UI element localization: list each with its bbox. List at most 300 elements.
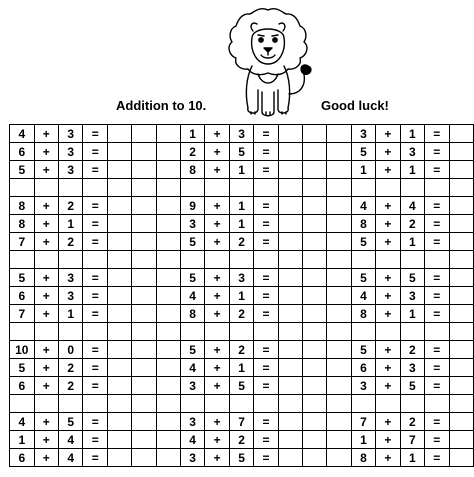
grid-cell	[303, 179, 327, 197]
grid-cell: +	[376, 161, 400, 179]
grid-cell: 8	[180, 161, 204, 179]
grid-cell	[351, 395, 375, 413]
grid-cell	[156, 305, 180, 323]
grid-cell: 3	[59, 161, 83, 179]
grid-cell	[34, 179, 58, 197]
grid-cell: =	[425, 215, 449, 233]
grid-cell: 3	[180, 449, 204, 467]
grid-cell: 5	[180, 233, 204, 251]
grid-cell: 3	[180, 377, 204, 395]
grid-cell: 5	[351, 341, 375, 359]
grid-cell	[132, 341, 156, 359]
grid-cell	[303, 305, 327, 323]
answer-cell[interactable]	[107, 161, 131, 179]
grid-cell: 5	[10, 269, 35, 287]
grid-cell	[156, 449, 180, 467]
grid-cell	[327, 395, 351, 413]
grid-cell: 5	[400, 377, 424, 395]
grid-cell: 5	[351, 233, 375, 251]
grid-row	[10, 197, 474, 215]
grid-cell: +	[205, 125, 229, 143]
grid-cell	[59, 323, 83, 341]
grid-cell: =	[425, 413, 449, 431]
grid-cell	[254, 395, 278, 413]
grid-row	[10, 161, 474, 179]
grid-cell	[351, 251, 375, 269]
answer-cell[interactable]	[449, 143, 473, 161]
grid-cell	[254, 179, 278, 197]
grid-cell: 2	[229, 233, 253, 251]
grid-cell: 1	[229, 359, 253, 377]
grid-cell: 8	[351, 305, 375, 323]
grid-cell: 1	[10, 431, 35, 449]
grid-cell: 3	[229, 269, 253, 287]
answer-cell[interactable]	[278, 233, 302, 251]
grid-cell: 2	[400, 341, 424, 359]
grid-cell	[132, 143, 156, 161]
grid-cell	[303, 413, 327, 431]
grid-cell: =	[254, 413, 278, 431]
grid-cell: +	[34, 161, 58, 179]
grid-cell: =	[83, 377, 107, 395]
answer-cell[interactable]	[107, 197, 131, 215]
grid-cell: 2	[180, 143, 204, 161]
answer-cell[interactable]	[107, 287, 131, 305]
grid-cell: =	[254, 125, 278, 143]
answer-cell[interactable]	[449, 233, 473, 251]
grid-cell	[132, 395, 156, 413]
grid-cell: +	[376, 215, 400, 233]
answer-cell[interactable]	[107, 359, 131, 377]
grid-cell: 5	[10, 161, 35, 179]
grid-cell	[156, 179, 180, 197]
grid-cell	[303, 215, 327, 233]
grid-cell	[229, 179, 253, 197]
grid-cell: +	[376, 449, 400, 467]
answer-cell[interactable]	[278, 125, 302, 143]
grid-cell: =	[83, 143, 107, 161]
grid-cell: +	[34, 197, 58, 215]
grid-cell	[132, 233, 156, 251]
answer-cell[interactable]	[278, 305, 302, 323]
grid-cell: +	[34, 143, 58, 161]
grid-cell: 2	[59, 197, 83, 215]
grid-cell	[327, 359, 351, 377]
grid-cell: 1	[351, 431, 375, 449]
grid-cell	[425, 251, 449, 269]
grid-cell	[303, 143, 327, 161]
grid-row	[10, 305, 474, 323]
answer-cell[interactable]	[278, 413, 302, 431]
grid-cell: 7	[351, 413, 375, 431]
grid-cell	[156, 269, 180, 287]
good-luck-text: Good luck!	[321, 98, 389, 113]
answer-cell[interactable]	[107, 143, 131, 161]
grid-cell: +	[205, 449, 229, 467]
grid-cell: =	[254, 143, 278, 161]
answer-cell[interactable]	[449, 413, 473, 431]
grid-cell: +	[205, 143, 229, 161]
grid-cell: +	[205, 377, 229, 395]
grid-cell: 1	[59, 215, 83, 233]
grid-cell	[303, 251, 327, 269]
grid-cell	[303, 341, 327, 359]
grid-cell: 2	[229, 305, 253, 323]
grid-cell	[83, 395, 107, 413]
grid-cell: 8	[180, 305, 204, 323]
grid-cell: 0	[59, 341, 83, 359]
grid-cell: 5	[229, 143, 253, 161]
grid-cell	[400, 251, 424, 269]
grid-cell	[303, 449, 327, 467]
grid-cell	[34, 251, 58, 269]
grid-cell: =	[83, 413, 107, 431]
grid-cell	[156, 395, 180, 413]
grid-cell	[132, 413, 156, 431]
grid-cell: 2	[59, 377, 83, 395]
grid-cell: =	[425, 377, 449, 395]
grid-cell: =	[254, 449, 278, 467]
grid-cell: +	[205, 305, 229, 323]
grid-cell: 3	[180, 413, 204, 431]
grid-cell: 8	[351, 215, 375, 233]
grid-cell	[59, 179, 83, 197]
grid-cell: 1	[180, 125, 204, 143]
grid-cell: =	[425, 161, 449, 179]
grid-cell	[351, 323, 375, 341]
grid-cell: 4	[10, 125, 35, 143]
grid-cell	[10, 395, 35, 413]
grid-cell: +	[376, 377, 400, 395]
grid-cell: 3	[400, 359, 424, 377]
answer-cell[interactable]	[107, 413, 131, 431]
grid-cell	[205, 323, 229, 341]
grid-cell	[327, 125, 351, 143]
grid-cell	[303, 233, 327, 251]
grid-cell	[205, 395, 229, 413]
grid-cell: +	[376, 143, 400, 161]
answer-cell[interactable]	[449, 305, 473, 323]
grid-cell: 4	[180, 359, 204, 377]
answer-cell[interactable]	[449, 341, 473, 359]
answer-cell[interactable]	[107, 305, 131, 323]
answer-cell[interactable]	[107, 431, 131, 449]
grid-cell	[376, 179, 400, 197]
grid-cell: +	[34, 449, 58, 467]
grid-cell	[132, 269, 156, 287]
grid-cell: +	[376, 233, 400, 251]
grid-cell: =	[83, 305, 107, 323]
grid-cell: =	[254, 431, 278, 449]
grid-cell: 3	[351, 125, 375, 143]
grid-cell	[10, 323, 35, 341]
grid-cell: 8	[10, 197, 35, 215]
grid-cell: =	[425, 269, 449, 287]
grid-row	[10, 341, 474, 359]
grid-cell: 3	[59, 269, 83, 287]
grid-cell: 1	[400, 161, 424, 179]
grid-row	[10, 143, 474, 161]
grid-cell: 2	[229, 341, 253, 359]
grid-cell: 1	[400, 449, 424, 467]
grid-cell	[10, 251, 35, 269]
grid-cell: +	[376, 341, 400, 359]
grid-cell: 1	[229, 215, 253, 233]
grid-row	[10, 395, 474, 413]
answer-cell[interactable]	[107, 215, 131, 233]
grid-cell: 1	[229, 161, 253, 179]
grid-cell: =	[425, 449, 449, 467]
grid-cell: 5	[229, 449, 253, 467]
grid-cell: +	[34, 431, 58, 449]
grid-cell: +	[205, 287, 229, 305]
answer-cell[interactable]	[449, 377, 473, 395]
grid-cell: +	[376, 431, 400, 449]
grid-cell	[327, 161, 351, 179]
answer-cell[interactable]	[107, 341, 131, 359]
grid-cell: 3	[351, 377, 375, 395]
grid-cell: =	[254, 269, 278, 287]
answer-cell[interactable]	[449, 161, 473, 179]
grid-cell	[156, 359, 180, 377]
grid-cell: 2	[59, 233, 83, 251]
grid-cell: =	[83, 215, 107, 233]
grid-cell: =	[254, 287, 278, 305]
grid-cell: =	[83, 449, 107, 467]
grid-cell: +	[34, 215, 58, 233]
grid-cell	[132, 359, 156, 377]
answer-cell[interactable]	[278, 431, 302, 449]
grid-cell: 1	[400, 305, 424, 323]
grid-cell: =	[254, 161, 278, 179]
grid-cell: 1	[229, 287, 253, 305]
answer-cell[interactable]	[449, 125, 473, 143]
grid-cell: =	[254, 359, 278, 377]
grid-cell: =	[83, 287, 107, 305]
answer-cell[interactable]	[449, 359, 473, 377]
grid-cell: +	[205, 269, 229, 287]
grid-row	[10, 179, 474, 197]
grid-row	[10, 323, 474, 341]
grid-cell	[278, 251, 302, 269]
grid-cell: 3	[59, 125, 83, 143]
grid-cell: +	[205, 413, 229, 431]
grid-cell: +	[376, 125, 400, 143]
grid-cell: 4	[10, 413, 35, 431]
grid-cell	[449, 323, 473, 341]
answer-cell[interactable]	[107, 233, 131, 251]
grid-cell	[303, 395, 327, 413]
grid-row	[10, 431, 474, 449]
grid-cell	[132, 377, 156, 395]
grid-cell	[156, 341, 180, 359]
grid-cell: 7	[400, 431, 424, 449]
grid-cell	[327, 143, 351, 161]
grid-cell: +	[34, 341, 58, 359]
grid-cell	[425, 323, 449, 341]
grid-cell	[449, 179, 473, 197]
grid-cell	[132, 431, 156, 449]
answer-cell[interactable]	[278, 143, 302, 161]
grid-cell	[327, 323, 351, 341]
grid-cell: 4	[59, 431, 83, 449]
grid-cell: =	[254, 215, 278, 233]
grid-cell: 1	[351, 161, 375, 179]
answer-cell[interactable]	[449, 449, 473, 467]
grid-row	[10, 125, 474, 143]
grid-cell: 5	[180, 341, 204, 359]
grid-cell: =	[83, 359, 107, 377]
grid-cell	[254, 323, 278, 341]
answer-cell[interactable]	[278, 215, 302, 233]
grid-cell: =	[254, 377, 278, 395]
grid-cell: 5	[351, 269, 375, 287]
grid-cell	[303, 431, 327, 449]
grid-cell	[449, 251, 473, 269]
grid-cell	[180, 251, 204, 269]
grid-cell	[327, 233, 351, 251]
grid-cell: +	[34, 269, 58, 287]
grid-cell: =	[425, 143, 449, 161]
answer-cell[interactable]	[107, 377, 131, 395]
grid-row	[10, 449, 474, 467]
grid-cell: 4	[400, 197, 424, 215]
answer-cell[interactable]	[278, 197, 302, 215]
answer-cell[interactable]	[278, 287, 302, 305]
grid-cell	[132, 449, 156, 467]
grid-cell	[303, 377, 327, 395]
grid-cell	[156, 323, 180, 341]
answer-cell[interactable]	[278, 359, 302, 377]
answer-cell[interactable]	[278, 377, 302, 395]
grid-cell: 6	[351, 359, 375, 377]
grid-cell	[132, 179, 156, 197]
grid-cell: +	[376, 197, 400, 215]
grid-cell: 4	[180, 287, 204, 305]
grid-cell: 4	[351, 287, 375, 305]
grid-row	[10, 377, 474, 395]
grid-cell	[351, 179, 375, 197]
grid-cell	[156, 413, 180, 431]
grid-cell	[327, 341, 351, 359]
grid-cell	[229, 395, 253, 413]
grid-cell	[400, 179, 424, 197]
grid-cell	[132, 161, 156, 179]
answer-cell[interactable]	[278, 449, 302, 467]
grid-cell	[83, 251, 107, 269]
answer-cell[interactable]	[278, 269, 302, 287]
grid-cell: 3	[400, 287, 424, 305]
grid-cell	[303, 287, 327, 305]
grid-cell	[303, 323, 327, 341]
grid-cell: 3	[180, 215, 204, 233]
grid-cell	[156, 215, 180, 233]
grid-cell: =	[425, 287, 449, 305]
grid-cell	[83, 179, 107, 197]
grid-cell: 7	[10, 305, 35, 323]
grid-cell: 3	[59, 143, 83, 161]
grid-cell: +	[34, 287, 58, 305]
grid-cell	[132, 251, 156, 269]
grid-cell	[180, 395, 204, 413]
grid-cell: 2	[59, 359, 83, 377]
grid-cell	[327, 269, 351, 287]
grid-row	[10, 215, 474, 233]
grid-cell	[327, 179, 351, 197]
grid-cell: +	[34, 377, 58, 395]
grid-cell	[303, 161, 327, 179]
grid-cell: +	[205, 341, 229, 359]
grid-cell: +	[205, 215, 229, 233]
grid-cell	[132, 305, 156, 323]
grid-row	[10, 251, 474, 269]
answer-cell[interactable]	[278, 161, 302, 179]
grid-cell	[327, 431, 351, 449]
grid-cell: +	[376, 359, 400, 377]
grid-cell: 6	[10, 287, 35, 305]
grid-cell: =	[425, 431, 449, 449]
grid-cell: 6	[10, 449, 35, 467]
answer-cell[interactable]	[107, 125, 131, 143]
grid-cell: 3	[229, 125, 253, 143]
answer-cell[interactable]	[449, 431, 473, 449]
grid-cell: =	[83, 431, 107, 449]
grid-cell: 5	[10, 359, 35, 377]
grid-cell: =	[425, 197, 449, 215]
answer-cell[interactable]	[449, 215, 473, 233]
grid-cell: 1	[229, 197, 253, 215]
grid-cell: +	[205, 233, 229, 251]
answer-cell[interactable]	[449, 269, 473, 287]
grid-cell: 9	[180, 197, 204, 215]
grid-cell	[376, 323, 400, 341]
grid-cell: +	[376, 287, 400, 305]
grid-cell: 2	[400, 215, 424, 233]
grid-cell	[132, 287, 156, 305]
answer-cell[interactable]	[278, 341, 302, 359]
grid-cell: 6	[10, 377, 35, 395]
grid-row	[10, 233, 474, 251]
grid-cell: +	[34, 125, 58, 143]
grid-cell	[400, 323, 424, 341]
answer-cell[interactable]	[107, 269, 131, 287]
grid-cell	[327, 287, 351, 305]
grid-cell: +	[205, 431, 229, 449]
grid-cell	[107, 251, 131, 269]
grid-row	[10, 287, 474, 305]
grid-cell	[205, 179, 229, 197]
answer-cell[interactable]	[449, 197, 473, 215]
grid-cell	[376, 395, 400, 413]
grid-cell	[107, 323, 131, 341]
grid-cell	[156, 197, 180, 215]
grid-cell	[278, 323, 302, 341]
lion-icon	[216, 4, 320, 120]
grid-cell	[156, 287, 180, 305]
grid-cell	[156, 431, 180, 449]
grid-cell: 3	[59, 287, 83, 305]
answer-cell[interactable]	[449, 287, 473, 305]
grid-cell	[229, 251, 253, 269]
answer-cell[interactable]	[107, 449, 131, 467]
grid-cell	[107, 395, 131, 413]
grid-cell: +	[34, 413, 58, 431]
grid-cell	[449, 395, 473, 413]
grid-cell	[132, 197, 156, 215]
grid-cell	[59, 395, 83, 413]
grid-cell: =	[254, 305, 278, 323]
grid-cell	[180, 179, 204, 197]
